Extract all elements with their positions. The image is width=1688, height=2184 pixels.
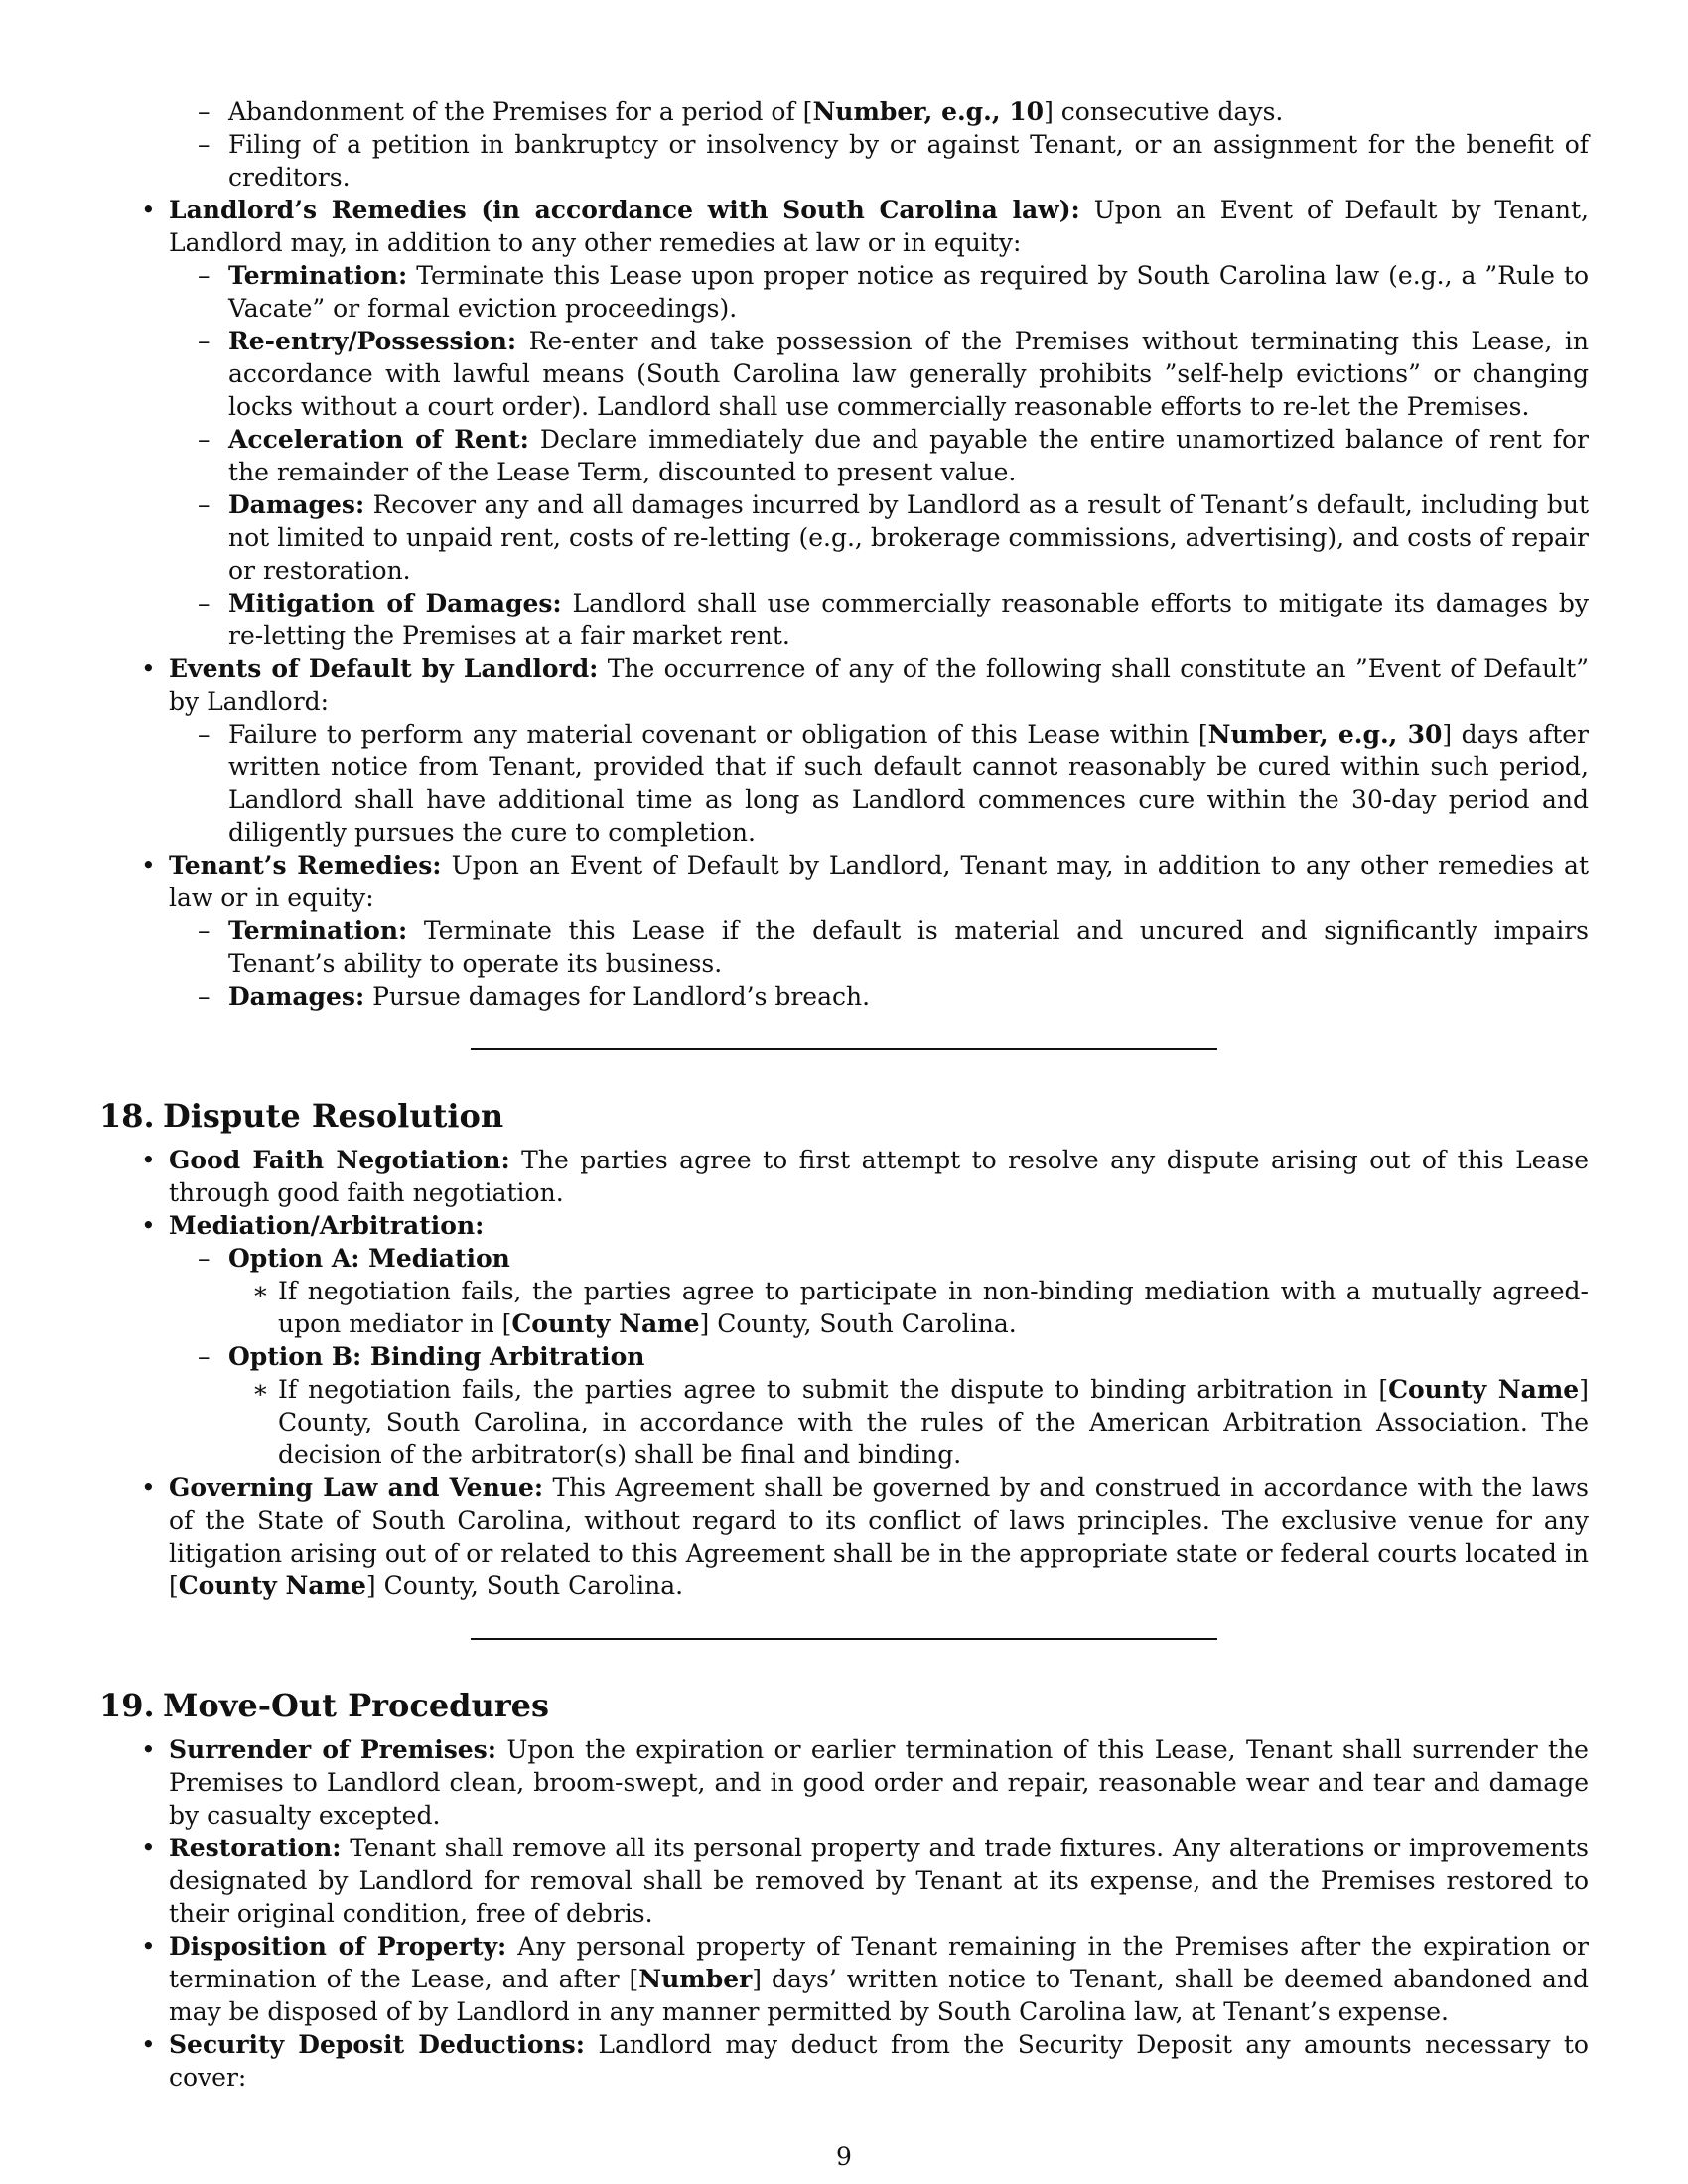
- bullet-marker: •: [141, 1473, 156, 1502]
- list-item-good-faith: • Good Faith Negotiation: The parties agree to first attempt to resolve any dispute arising out of this Lease through good faith negotiation.: [141, 1146, 1590, 1207]
- list-item-tr-damages: – Damages: Pursue damages for Landlord’s breach.: [198, 982, 871, 1011]
- star-marker: ∗: [252, 1375, 269, 1404]
- list-item-deposit-deductions: • Security Deposit Deductions: Landlord may deduct from the Security Deposit any amounts necessary to cover:: [141, 2030, 1589, 2092]
- dash-marker: –: [198, 916, 211, 945]
- dash-marker: –: [198, 982, 211, 1011]
- list-item-lr-mitigation: – Mitigation of Damages: Landlord shall use commercially reasonable efforts to mitigate its damages by re-letting the Premises at a fair market rent.: [198, 589, 1589, 650]
- dash-marker: –: [198, 327, 211, 355]
- bullet-marker: •: [141, 1146, 156, 1174]
- dash-marker: –: [198, 720, 211, 749]
- section-heading-19: 19. Move-Out Procedures: [99, 1687, 550, 1724]
- list-item-landlord-default: • Events of Default by Landlord: The occurrence of any of the following shall constitute an ”Event of Default” by Landlord:: [141, 654, 1589, 716]
- bullet-marker: •: [141, 1834, 156, 1862]
- section-divider: [471, 1638, 1217, 1640]
- list-item-governing-law: • Governing Law and Venue: This Agreement shall be governed by and construed in accordance with the laws of the State of South Carolina, without regard to its conflict of laws principles. The exclusive venue for any litigation arising out of or related to this Agreement shall be in the appropriate state or federal courts located in [County Name] County, South Carolina.: [141, 1473, 1590, 1600]
- list-item-tenant-remedies: • Tenant’s Remedies: Upon an Event of Default by Landlord, Tenant may, in addition to any other remedies at law or in equity:: [141, 851, 1590, 912]
- list-item-surrender: • Surrender of Premises: Upon the expiration or earlier termination of this Lease, Tenant shall surrender the Premises to Landlord clean, broom-swept, and in good order and repair, reasonable wear and tear and damage by casualty excepted.: [141, 1735, 1589, 1830]
- list-item-tr-termination: – Termination: Terminate this Lease if the default is material and uncured and significantly impairs Tenant’s ability to operate its business.: [198, 916, 1589, 978]
- page-number: 9: [836, 2142, 852, 2171]
- list-item-option-b-text: ∗ If negotiation fails, the parties agree to submit the dispute to binding arbitration in [County Name] County, South Carolina, in accordance with the rules of the American Arbitration Association. The decision of the arbitrator(s) shall be final and binding.: [252, 1375, 1589, 1469]
- dash-marker: –: [198, 97, 211, 126]
- bullet-marker: •: [141, 2030, 156, 2059]
- dash-marker: –: [198, 425, 211, 454]
- section-divider: [471, 1048, 1217, 1050]
- list-item-restoration: • Restoration: Tenant shall remove all its personal property and trade fixtures. Any alterations or improvements designated by Landlord for removal shall be removed by Tenant at its expense, and the Premises restored to their original condition, free of debris.: [141, 1834, 1589, 1928]
- bullet-marker: •: [141, 654, 156, 683]
- bullet-marker: •: [141, 851, 156, 880]
- dash-marker: –: [198, 490, 211, 519]
- list-item-landlord-remedies: • Landlord’s Remedies (in accordance with South Carolina law): Upon an Event of Default by Tenant, Landlord may, in addition to any other remedies at law or in equity:: [141, 196, 1589, 257]
- list-item-mediation-arbitration: • Mediation/Arbitration:: [141, 1211, 485, 1240]
- dash-marker: –: [198, 1244, 211, 1273]
- document-page: [99, 95, 1589, 2094]
- section-heading-18: 18. Dispute Resolution: [99, 1097, 504, 1135]
- bullet-marker: •: [141, 1735, 156, 1764]
- bullet-marker: •: [141, 1932, 156, 1961]
- list-item-option-a-text: ∗ If negotiation fails, the parties agree to participate in non-binding mediation with a mutually agreed-upon mediator in [County Name] County, South Carolina.: [252, 1277, 1589, 1338]
- star-marker: ∗: [252, 1277, 269, 1305]
- dash-marker: –: [198, 1342, 211, 1371]
- list-item-lr-acceleration: – Acceleration of Rent: Declare immediately due and payable the entire unamortized balance of rent for the remainder of the Lease Term, discounted to present value.: [198, 425, 1590, 486]
- dash-marker: –: [198, 130, 211, 159]
- list-item-lr-termination: – Termination: Terminate this Lease upon proper notice as required by South Carolina law (e.g., a ”Rule to Vacate” or formal eviction proceedings).: [198, 261, 1589, 323]
- dash-marker: –: [198, 261, 211, 290]
- list-item-option-a: – Option A: Mediation: [198, 1244, 510, 1273]
- bullet-marker: •: [141, 196, 156, 224]
- list-item-option-b: – Option B: Binding Arbitration: [198, 1342, 645, 1371]
- bullet-marker: •: [141, 1211, 156, 1240]
- list-item-default-bankruptcy: – Filing of a petition in bankruptcy or insolvency by or against Tenant, or an assignment for the benefit of creditors.: [198, 130, 1589, 192]
- list-item-lr-damages: – Damages: Recover any and all damages incurred by Landlord as a result of Tenant’s default, including but not limited to unpaid rent, costs of re-letting (e.g., brokerage commissions, advertising), and costs of repair or restoration.: [198, 490, 1589, 585]
- list-item-lr-reentry: – Re-entry/Possession: Re-enter and take possession of the Premises without terminating this Lease, in accordance with lawful means (South Carolina law generally prohibits ”self-help evictions” or changing locks without a court order). Landlord shall use commercially reasonable efforts to re-let the Premises.: [198, 327, 1589, 421]
- list-item-ed-failure: – Failure to perform any material covenant or obligation of this Lease within [Number, e.g., 30] days after written notice from Tenant, provided that if such default cannot reasonably be cured within such period, Landlord shall have additional time as long as Landlord commences cure within the 30-day period and diligently pursues the cure to completion.: [198, 720, 1589, 847]
- dash-marker: –: [198, 589, 211, 617]
- list-item-disposition: • Disposition of Property: Any personal property of Tenant remaining in the Premises after the expiration or termination of the Lease, and after [Number] days’ written notice to Tenant, shall be deemed abandoned and may be disposed of by Landlord in any manner permitted by South Carolina law, at Tenant’s expense.: [141, 1932, 1590, 2026]
- list-item-default-abandonment: – Abandonment of the Premises for a period of [Number, e.g., 10] consecutive days.: [198, 97, 1284, 126]
